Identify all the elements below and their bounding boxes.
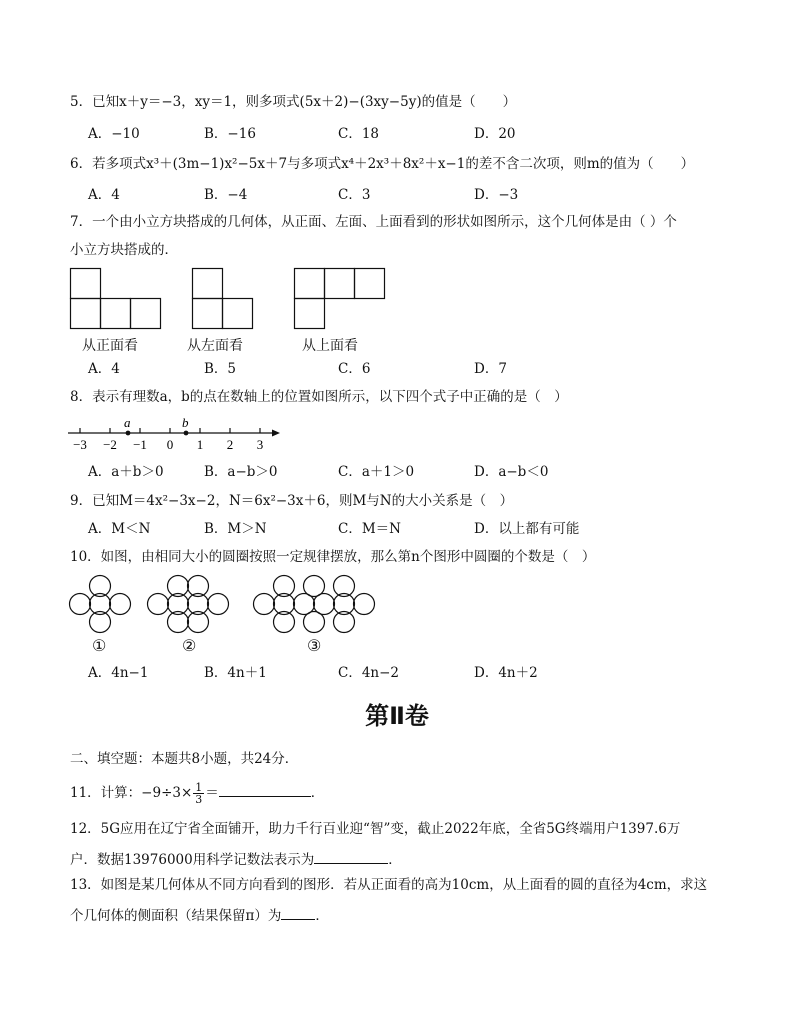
q9-option-b: B．M＞N [204,521,267,537]
q7-option-d: D．7 [474,361,507,377]
tick-label: −1 [133,437,147,452]
point-a-label: a [124,415,131,430]
tick-label: 2 [226,437,234,452]
q13-prefix: 个几何体的侧面积（结果保留π）为 [70,908,282,924]
q10-stem: 10．如图，由相同大小的圆圈按照一定规律摆放，那么第n个图形中圆圈的个数是（ ） [70,549,596,565]
q11-prefix: 11．计算：−9÷3× [70,785,193,801]
q8-option-a: A．a＋b＞0 [88,464,164,480]
section2-header: 二、填空题：本题共8小题，共24分． [70,751,299,767]
circle-pattern-figure [66,572,386,638]
q11-end: ． [310,785,325,801]
q11-fraction [193,782,204,805]
q7-option-b: B．5 [204,361,237,377]
q8-option-b: B．a−b＞0 [204,464,278,480]
q13-line2 [70,905,329,925]
q13-answer-blank[interactable] [281,905,315,920]
q7-option-c: C．6 [338,361,371,377]
q8-option-d: D．a−b＜0 [474,464,549,480]
q13-end: ． [315,908,329,924]
q6-stem: 6．若多项式x³＋(3m−1)x²−5x＋7与多项式x⁴＋2x³＋8x²＋x−1的差不含二次项，则m的值为（ ） [70,156,695,172]
number-line-figure [66,414,286,454]
q6-option-c: C．3 [338,187,371,203]
tick-label: −2 [103,437,117,452]
section-title: 第Ⅱ卷 [365,702,429,730]
q9-option-c: C．M＝N [338,521,401,537]
front-view-label: 从正面看 [82,338,138,354]
point-a-dot [126,431,131,436]
point-b-dot [184,431,189,436]
q12-line2 [70,849,402,869]
q5-option-d: D．20 [474,126,516,142]
figure-3-label: ③ [307,636,322,655]
q10-option-a: A．4n−1 [88,665,149,681]
q9-option-d: D．以上都有可能 [474,521,580,537]
tick-label: −3 [73,437,87,452]
figure-1-label: ① [92,636,107,655]
left-view-figure [192,268,256,330]
top-view-figure [294,268,389,330]
point-b-label: b [182,415,189,430]
q5-option-c: C．18 [338,126,380,142]
q11-answer-blank[interactable] [219,782,311,797]
q6-option-d: D．−3 [474,187,519,203]
q7-stem-line1: 7．一个由小立方块搭成的几何体，从正面、左面、上面看到的形状如图所示，这个几何体是由（ ）个 [70,214,677,230]
q13-line1: 13．如图是某几何体从不同方向看到的图形．若从正面看的高为10cm，从上面看的圆的直径为4cm，求这 [70,877,708,893]
q9-option-a: A．M＜N [88,521,151,537]
q5-option-b: B．−16 [204,126,256,142]
q8-stem: 8．表示有理数a，b的点在数轴上的位置如图所示，以下四个式子中正确的是（ ） [70,389,568,405]
q7-option-a: A．4 [88,361,120,377]
tick-label: 1 [196,437,204,452]
q10-option-d: D．4n＋2 [474,665,538,681]
q12-prefix: 户．数据13976000用科学记数法表示为 [70,852,315,868]
q9-stem: 9．已知M＝4x²−3x−2，N＝6x²−3x＋6，则M与N的大小关系是（ ） [70,493,514,509]
q6-option-b: B．−4 [204,187,248,203]
q12-line1: 12．5G应用在辽宁省全面铺开，助力千行百业迎“智”变，截止2022年底，全省5G终端用户1397.6万 [70,821,681,837]
fraction-numerator: 1 [195,781,203,794]
figure-2-label: ② [182,636,197,655]
tick-label: 0 [166,437,174,452]
q12-answer-blank[interactable] [314,849,388,864]
q11-line [70,782,324,805]
q10-option-c: C．4n−2 [338,665,400,681]
q11-equals: ＝ [205,785,219,801]
top-view-label: 从上面看 [302,338,358,354]
fraction-denominator: 3 [195,793,203,806]
tick-label: 3 [256,437,264,452]
front-view-figure [70,268,165,330]
q5-stem: 5．已知x＋y＝−3，xy＝1，则多项式(5x＋2)−(3xy−5y)的值是（ ） [70,94,517,110]
q12-end: ． [388,852,402,868]
q5-option-a: A．−10 [88,126,140,142]
q8-option-c: C．a＋1＞0 [338,464,415,480]
left-view-label: 从左面看 [187,338,243,354]
q7-stem-line2: 小立方块搭成的． [70,242,178,258]
q10-option-b: B．4n＋1 [204,665,267,681]
q6-option-a: A．4 [88,187,120,203]
